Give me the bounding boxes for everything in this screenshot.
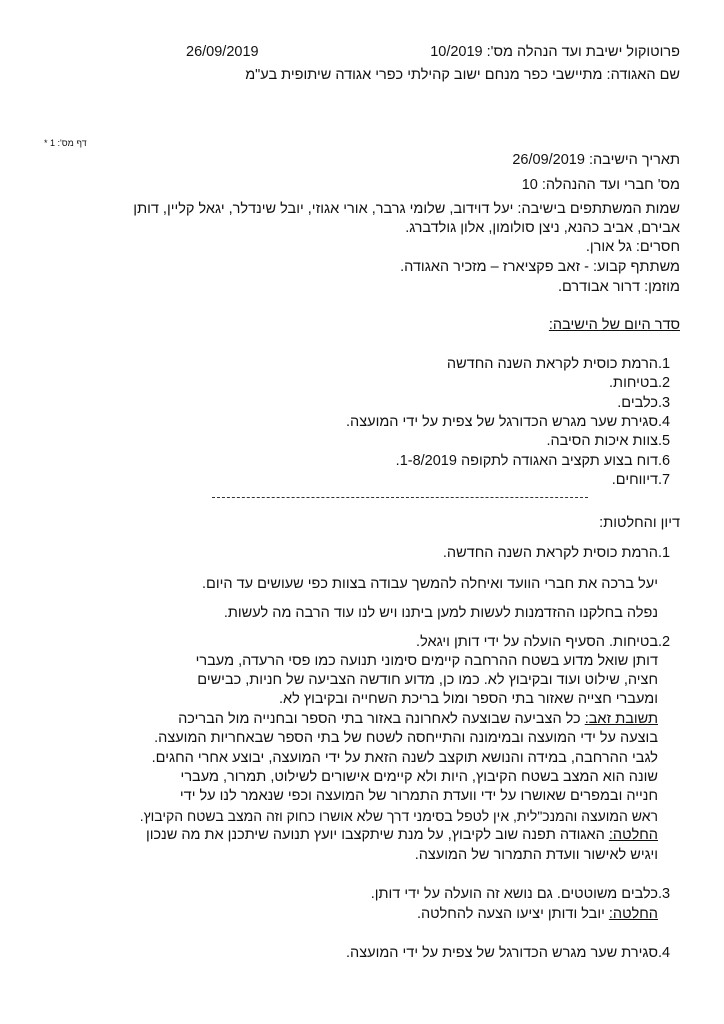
participants-line-2: אבירם, אביב כהנא, ניצן סולומון, אלון גולדברג. xyxy=(405,220,680,236)
section-divider xyxy=(212,497,588,498)
agenda-title: סדר היום של הישיבה: xyxy=(548,317,680,333)
discussion-item-2-line: חציה, שילוט ועוד ובקיבוץ לא. כמו כן, מדוע חודשה הצביעה של חניות, כבישים xyxy=(197,672,658,688)
decision-line: החלטה: יובל ודותן יציעו הצעה להחלטה. xyxy=(416,906,658,922)
protocol-title: פרוטוקול ישיבת ועד הנהלה מס': 10/2019 xyxy=(430,44,680,60)
decision-label: החלטה: xyxy=(608,827,658,843)
reply-line: תשובת זאב: כל הצביעה שבוצעה לאחרונה באזור בתי הספר ובחנייה מול הבריכה xyxy=(178,711,658,727)
reply-line: לגבי ההרחבה, במידה והנושא תוקצב לשנה הזאת על ידי המועצה, יבוצע אחרי החגים. xyxy=(151,750,658,766)
discussion-item-2: 2.בטיחות. הסעיף הועלה על ידי דותן ויגאל. xyxy=(416,634,671,650)
permanent-participant: משתתף קבוע: - זאב פקציארז – מזכיר האגודה. xyxy=(400,259,680,275)
agenda-item: 2.בטיחות. xyxy=(609,375,671,391)
reply-line: בוצעה על ידי המועצה ובמימונה והתייחסה לשטח של בתי הספר שבאחריות המועצה. xyxy=(154,730,658,746)
discussion-item-2-line: דותן שואל מדוע בשטח ההרחבה קיימים סימוני תנועה כמו פסי הרעדה, מעברי xyxy=(195,653,658,669)
reply-line: חנייה ובמפרים שאושרו על ידי וועדת התמרור של המועצה וכפי שנאמר לנו על ידי xyxy=(179,788,658,804)
discussion-item-2-line: ומעברי חצייה שאזור בתי הספר ומול בריכת השחייה ובקיבוץ לא. xyxy=(278,691,658,707)
meeting-date: תאריך הישיבה: 26/09/2019 xyxy=(512,152,680,168)
agenda-item: 5.צוות איכות הסיבה. xyxy=(546,433,671,449)
protocol-date: 26/09/2019 xyxy=(186,44,259,60)
page-number: דף מס': 1 * xyxy=(44,138,87,148)
discussion-title: דיון והחלטות: xyxy=(599,515,680,531)
invited-line: מוזמן: דרור אבודרם. xyxy=(558,279,680,295)
association-name: שם האגודה: מתיישבי כפר מנחם ישוב קהילתי כפרי אגודה שיתופית בע"מ xyxy=(245,67,680,83)
reply-label: תשובת זאב: xyxy=(584,711,658,727)
discussion-item-1-paragraph: יעל ברכה את חברי הוועד ואיחלה להמשך עבודה בצוות כפי שעושים עד היום. xyxy=(201,576,658,592)
reply-line: ראש המועצה והמנכ"לית, אין לטפל בסימני דרך שלא אושרו כחוק וזה המצב בשטח הקיבוץ. xyxy=(139,808,658,824)
discussion-item-3: 3.כלבים משוטטים. גם נושא זה הועלה על ידי דותן. xyxy=(370,886,671,902)
members-count: מס' חברי ועד ההנהלה: 10 xyxy=(521,177,680,193)
participants-line-1: שמות המשתתפים בישיבה: יעל דוידוב, שלומי גרבר, אורי אגוזי, יובל שינדלר, יגאל קליין, דותן xyxy=(133,201,680,217)
decision-line: החלטה: האגודה תפנה שוב לקיבוץ, על מנת שיתקצבו יועץ תנועה שיתכנן את מה שנכון xyxy=(145,827,658,843)
discussion-item-4: 4.סגירת שער מגרש הכדורגל של צפית על ידי המועצה. xyxy=(346,945,671,961)
agenda-item: 4.סגירת שער מגרש הכדורגל של צפית על ידי המועצה. xyxy=(346,414,671,430)
discussion-item-1-paragraph: נפלה בחלקנו ההזדמנות לעשות למען ביתנו ויש לנו עוד הרבה מה לעשות. xyxy=(223,605,658,621)
agenda-item: 6.דוח בצוע תקציב האגודה לתקופה 1-8/2019. xyxy=(395,453,671,469)
absent-line: חסרים: גל אורן. xyxy=(585,239,680,255)
discussion-item-1: 1.הרמת כוסית לקראת השנה החדשה. xyxy=(442,545,671,561)
decision-label: החלטה: xyxy=(608,906,658,922)
decision-line: ויגיש לאישור וועדת התמרור של המועצה. xyxy=(414,847,658,863)
agenda-item: 7.דיווחים. xyxy=(611,472,671,488)
reply-line: שונה הוא המצב בשטח הקיבוץ, היות ולא קיימים אישורים לשילוט, תמרור, מעברי xyxy=(180,769,658,785)
agenda-item: 1.הרמת כוסית לקראת השנה החדשה xyxy=(446,356,671,372)
agenda-item: 3.כלבים. xyxy=(617,395,671,411)
